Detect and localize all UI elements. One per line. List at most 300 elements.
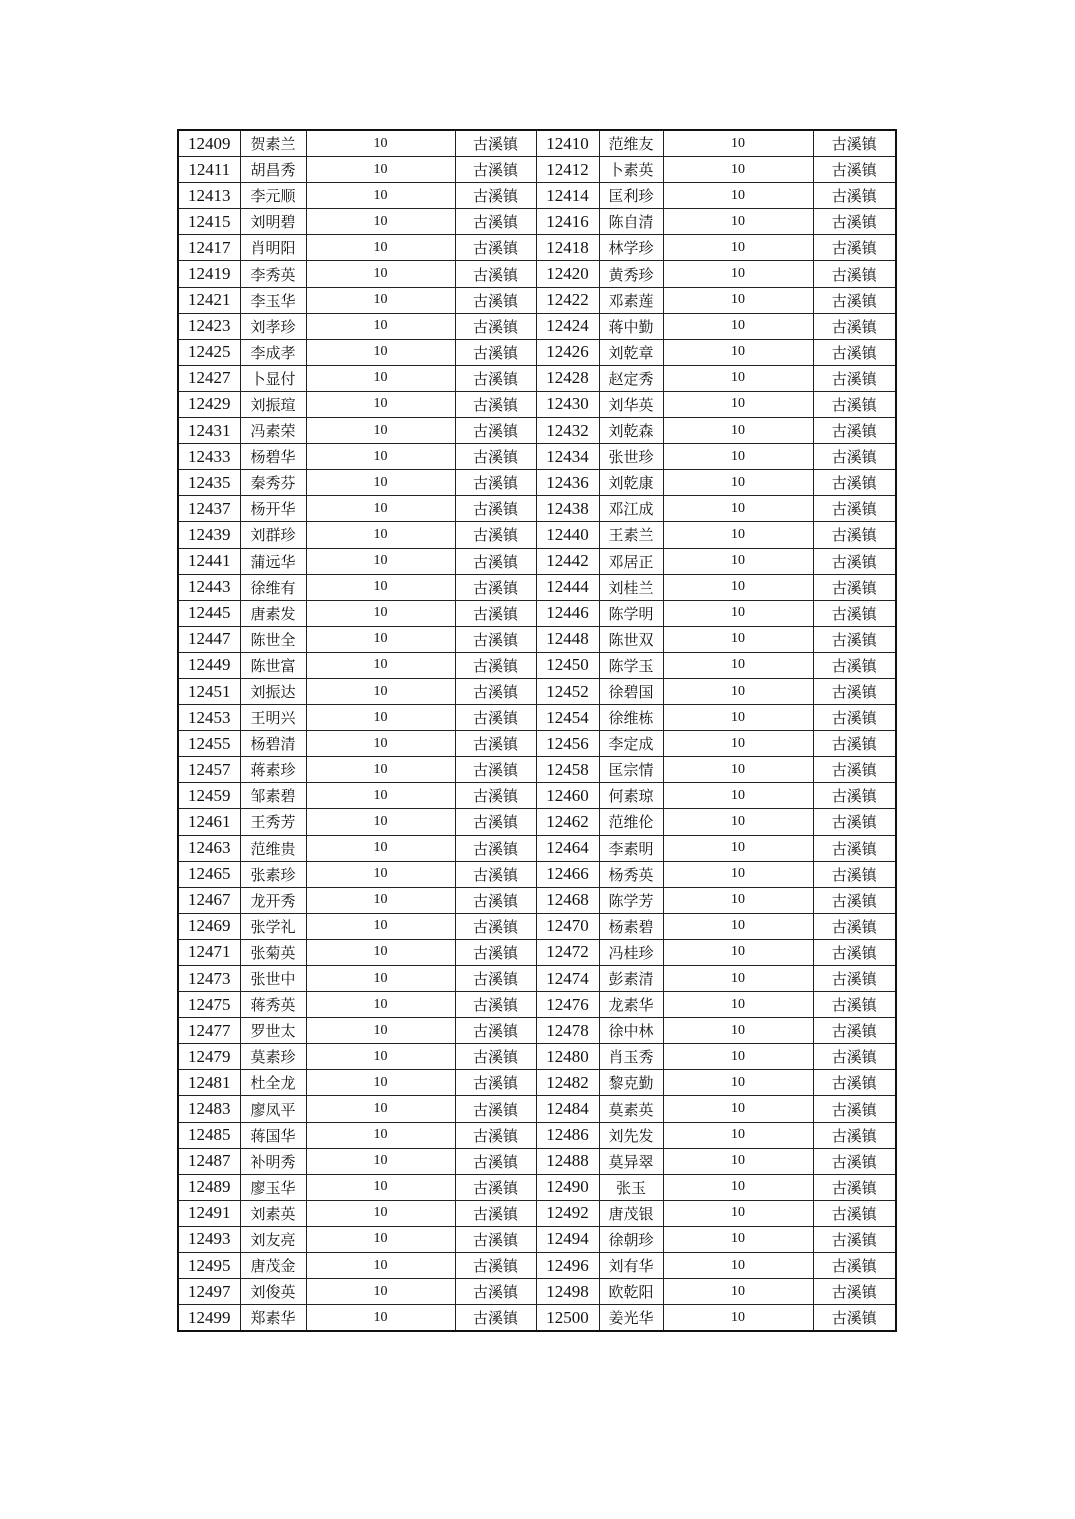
record-number-cell: 12482 bbox=[536, 1070, 599, 1096]
town-name-cell: 古溪镇 bbox=[455, 496, 536, 522]
person-name-cell: 张世珍 bbox=[599, 444, 663, 470]
town-name-cell: 古溪镇 bbox=[455, 1279, 536, 1305]
table-row bbox=[178, 966, 896, 992]
record-number-cell: 12498 bbox=[536, 1279, 599, 1305]
town-name-cell: 古溪镇 bbox=[455, 861, 536, 887]
amount-cell: 10 bbox=[306, 235, 455, 261]
table-row bbox=[178, 1226, 896, 1252]
record-number-cell: 12477 bbox=[178, 1018, 240, 1044]
person-name-cell: 张玉 bbox=[599, 1174, 663, 1200]
amount-cell: 10 bbox=[306, 1148, 455, 1174]
amount-cell: 10 bbox=[663, 600, 813, 626]
amount-cell: 10 bbox=[306, 1253, 455, 1279]
amount-cell: 10 bbox=[663, 391, 813, 417]
person-name-cell: 刘群珍 bbox=[240, 522, 306, 548]
table-row bbox=[178, 157, 896, 183]
amount-cell: 10 bbox=[663, 1200, 813, 1226]
person-name-cell: 范维贵 bbox=[240, 835, 306, 861]
town-name-cell: 古溪镇 bbox=[455, 887, 536, 913]
town-name-cell: 古溪镇 bbox=[455, 1305, 536, 1332]
town-name-cell: 古溪镇 bbox=[455, 757, 536, 783]
table-row bbox=[178, 678, 896, 704]
amount-cell: 10 bbox=[663, 966, 813, 992]
person-name-cell: 陈自清 bbox=[599, 209, 663, 235]
record-number-cell: 12430 bbox=[536, 391, 599, 417]
person-name-cell: 匡利珍 bbox=[599, 183, 663, 209]
town-name-cell: 古溪镇 bbox=[813, 444, 896, 470]
person-name-cell: 刘明碧 bbox=[240, 209, 306, 235]
record-number-cell: 12471 bbox=[178, 939, 240, 965]
record-number-cell: 12495 bbox=[178, 1253, 240, 1279]
record-number-cell: 12421 bbox=[178, 287, 240, 313]
amount-cell: 10 bbox=[663, 522, 813, 548]
town-name-cell: 古溪镇 bbox=[455, 939, 536, 965]
record-number-cell: 12445 bbox=[178, 600, 240, 626]
amount-cell: 10 bbox=[306, 496, 455, 522]
person-name-cell: 杨开华 bbox=[240, 496, 306, 522]
amount-cell: 10 bbox=[306, 391, 455, 417]
table-row bbox=[178, 209, 896, 235]
roster-body bbox=[178, 130, 896, 1331]
record-number-cell: 12441 bbox=[178, 548, 240, 574]
person-name-cell: 蒋中勤 bbox=[599, 313, 663, 339]
amount-cell: 10 bbox=[306, 783, 455, 809]
table-row bbox=[178, 1253, 896, 1279]
record-number-cell: 12417 bbox=[178, 235, 240, 261]
town-name-cell: 古溪镇 bbox=[813, 470, 896, 496]
town-name-cell: 古溪镇 bbox=[813, 1253, 896, 1279]
record-number-cell: 12411 bbox=[178, 157, 240, 183]
amount-cell: 10 bbox=[663, 913, 813, 939]
amount-cell: 10 bbox=[306, 522, 455, 548]
record-number-cell: 12491 bbox=[178, 1200, 240, 1226]
table-row bbox=[178, 1200, 896, 1226]
amount-cell: 10 bbox=[306, 992, 455, 1018]
record-number-cell: 12413 bbox=[178, 183, 240, 209]
town-name-cell: 古溪镇 bbox=[455, 287, 536, 313]
record-number-cell: 12426 bbox=[536, 339, 599, 365]
person-name-cell: 罗世太 bbox=[240, 1018, 306, 1044]
record-number-cell: 12469 bbox=[178, 913, 240, 939]
record-number-cell: 12470 bbox=[536, 913, 599, 939]
record-number-cell: 12431 bbox=[178, 418, 240, 444]
person-name-cell: 补明秀 bbox=[240, 1148, 306, 1174]
table-row bbox=[178, 600, 896, 626]
town-name-cell: 古溪镇 bbox=[813, 705, 896, 731]
town-name-cell: 古溪镇 bbox=[455, 522, 536, 548]
town-name-cell: 古溪镇 bbox=[813, 783, 896, 809]
table-row bbox=[178, 887, 896, 913]
person-name-cell: 卜显付 bbox=[240, 365, 306, 391]
person-name-cell: 刘素英 bbox=[240, 1200, 306, 1226]
town-name-cell: 古溪镇 bbox=[455, 600, 536, 626]
table-row bbox=[178, 287, 896, 313]
person-name-cell: 冯素荣 bbox=[240, 418, 306, 444]
record-number-cell: 12493 bbox=[178, 1226, 240, 1252]
table-row bbox=[178, 235, 896, 261]
amount-cell: 10 bbox=[663, 1279, 813, 1305]
record-number-cell: 12476 bbox=[536, 992, 599, 1018]
person-name-cell: 陈世双 bbox=[599, 626, 663, 652]
person-name-cell: 肖明阳 bbox=[240, 235, 306, 261]
person-name-cell: 刘孝珍 bbox=[240, 313, 306, 339]
town-name-cell: 古溪镇 bbox=[813, 496, 896, 522]
town-name-cell: 古溪镇 bbox=[813, 261, 896, 287]
record-number-cell: 12416 bbox=[536, 209, 599, 235]
person-name-cell: 陈世富 bbox=[240, 652, 306, 678]
person-name-cell: 杜全龙 bbox=[240, 1070, 306, 1096]
person-name-cell: 张素珍 bbox=[240, 861, 306, 887]
record-number-cell: 12422 bbox=[536, 287, 599, 313]
town-name-cell: 古溪镇 bbox=[455, 235, 536, 261]
town-name-cell: 古溪镇 bbox=[813, 835, 896, 861]
record-number-cell: 12497 bbox=[178, 1279, 240, 1305]
table-row bbox=[178, 1174, 896, 1200]
town-name-cell: 古溪镇 bbox=[455, 1070, 536, 1096]
amount-cell: 10 bbox=[306, 600, 455, 626]
town-name-cell: 古溪镇 bbox=[813, 1305, 896, 1332]
amount-cell: 10 bbox=[306, 731, 455, 757]
amount-cell: 10 bbox=[306, 1174, 455, 1200]
record-number-cell: 12424 bbox=[536, 313, 599, 339]
town-name-cell: 古溪镇 bbox=[813, 966, 896, 992]
record-number-cell: 12480 bbox=[536, 1044, 599, 1070]
amount-cell: 10 bbox=[663, 1044, 813, 1070]
person-name-cell: 范维友 bbox=[599, 130, 663, 157]
amount-cell: 10 bbox=[306, 418, 455, 444]
person-name-cell: 徐维栋 bbox=[599, 705, 663, 731]
record-number-cell: 12488 bbox=[536, 1148, 599, 1174]
person-name-cell: 贺素兰 bbox=[240, 130, 306, 157]
person-name-cell: 陈学芳 bbox=[599, 887, 663, 913]
town-name-cell: 古溪镇 bbox=[813, 809, 896, 835]
town-name-cell: 古溪镇 bbox=[813, 1148, 896, 1174]
record-number-cell: 12453 bbox=[178, 705, 240, 731]
amount-cell: 10 bbox=[663, 757, 813, 783]
town-name-cell: 古溪镇 bbox=[455, 913, 536, 939]
person-name-cell: 张菊英 bbox=[240, 939, 306, 965]
record-number-cell: 12485 bbox=[178, 1122, 240, 1148]
table-row bbox=[178, 391, 896, 417]
record-number-cell: 12410 bbox=[536, 130, 599, 157]
person-name-cell: 王秀芳 bbox=[240, 809, 306, 835]
person-name-cell: 蒋素珍 bbox=[240, 757, 306, 783]
town-name-cell: 古溪镇 bbox=[455, 1018, 536, 1044]
amount-cell: 10 bbox=[663, 809, 813, 835]
person-name-cell: 彭素清 bbox=[599, 966, 663, 992]
record-number-cell: 12444 bbox=[536, 574, 599, 600]
table-row bbox=[178, 1018, 896, 1044]
amount-cell: 10 bbox=[663, 1253, 813, 1279]
amount-cell: 10 bbox=[306, 574, 455, 600]
amount-cell: 10 bbox=[663, 992, 813, 1018]
town-name-cell: 古溪镇 bbox=[813, 130, 896, 157]
table-row bbox=[178, 783, 896, 809]
record-number-cell: 12448 bbox=[536, 626, 599, 652]
record-number-cell: 12425 bbox=[178, 339, 240, 365]
town-name-cell: 古溪镇 bbox=[813, 1122, 896, 1148]
amount-cell: 10 bbox=[663, 574, 813, 600]
town-name-cell: 古溪镇 bbox=[455, 418, 536, 444]
record-number-cell: 12461 bbox=[178, 809, 240, 835]
amount-cell: 10 bbox=[306, 444, 455, 470]
amount-cell: 10 bbox=[306, 313, 455, 339]
person-name-cell: 徐维有 bbox=[240, 574, 306, 600]
table-row bbox=[178, 861, 896, 887]
amount-cell: 10 bbox=[663, 183, 813, 209]
amount-cell: 10 bbox=[306, 1070, 455, 1096]
town-name-cell: 古溪镇 bbox=[455, 391, 536, 417]
person-name-cell: 李定成 bbox=[599, 731, 663, 757]
person-name-cell: 刘乾章 bbox=[599, 339, 663, 365]
table-row bbox=[178, 809, 896, 835]
town-name-cell: 古溪镇 bbox=[455, 678, 536, 704]
town-name-cell: 古溪镇 bbox=[455, 966, 536, 992]
person-name-cell: 刘有华 bbox=[599, 1253, 663, 1279]
amount-cell: 10 bbox=[306, 365, 455, 391]
person-name-cell: 龙素华 bbox=[599, 992, 663, 1018]
record-number-cell: 12474 bbox=[536, 966, 599, 992]
record-number-cell: 12452 bbox=[536, 678, 599, 704]
town-name-cell: 古溪镇 bbox=[813, 652, 896, 678]
person-name-cell: 廖凤平 bbox=[240, 1096, 306, 1122]
person-name-cell: 刘桂兰 bbox=[599, 574, 663, 600]
person-name-cell: 秦秀芬 bbox=[240, 470, 306, 496]
person-name-cell: 黎克勤 bbox=[599, 1070, 663, 1096]
person-name-cell: 莫素英 bbox=[599, 1096, 663, 1122]
amount-cell: 10 bbox=[663, 1226, 813, 1252]
town-name-cell: 古溪镇 bbox=[455, 992, 536, 1018]
record-number-cell: 12464 bbox=[536, 835, 599, 861]
town-name-cell: 古溪镇 bbox=[813, 678, 896, 704]
amount-cell: 10 bbox=[663, 652, 813, 678]
amount-cell: 10 bbox=[663, 130, 813, 157]
town-name-cell: 古溪镇 bbox=[813, 939, 896, 965]
amount-cell: 10 bbox=[306, 261, 455, 287]
table-row bbox=[178, 1044, 896, 1070]
table-row bbox=[178, 731, 896, 757]
record-number-cell: 12414 bbox=[536, 183, 599, 209]
town-name-cell: 古溪镇 bbox=[813, 731, 896, 757]
amount-cell: 10 bbox=[663, 1305, 813, 1332]
table-row bbox=[178, 313, 896, 339]
town-name-cell: 古溪镇 bbox=[813, 1096, 896, 1122]
table-row bbox=[178, 652, 896, 678]
amount-cell: 10 bbox=[663, 887, 813, 913]
town-name-cell: 古溪镇 bbox=[813, 861, 896, 887]
record-number-cell: 12420 bbox=[536, 261, 599, 287]
person-name-cell: 林学珍 bbox=[599, 235, 663, 261]
person-name-cell: 匡宗情 bbox=[599, 757, 663, 783]
record-number-cell: 12429 bbox=[178, 391, 240, 417]
amount-cell: 10 bbox=[306, 209, 455, 235]
amount-cell: 10 bbox=[663, 313, 813, 339]
table-row bbox=[178, 992, 896, 1018]
amount-cell: 10 bbox=[306, 130, 455, 157]
amount-cell: 10 bbox=[663, 861, 813, 887]
record-number-cell: 12468 bbox=[536, 887, 599, 913]
record-number-cell: 12439 bbox=[178, 522, 240, 548]
amount-cell: 10 bbox=[306, 548, 455, 574]
town-name-cell: 古溪镇 bbox=[455, 783, 536, 809]
person-name-cell: 刘乾康 bbox=[599, 470, 663, 496]
record-number-cell: 12437 bbox=[178, 496, 240, 522]
town-name-cell: 古溪镇 bbox=[455, 1174, 536, 1200]
person-name-cell: 蒲远华 bbox=[240, 548, 306, 574]
town-name-cell: 古溪镇 bbox=[455, 626, 536, 652]
person-name-cell: 李成孝 bbox=[240, 339, 306, 365]
person-name-cell: 刘振达 bbox=[240, 678, 306, 704]
town-name-cell: 古溪镇 bbox=[813, 600, 896, 626]
amount-cell: 10 bbox=[663, 1018, 813, 1044]
town-name-cell: 古溪镇 bbox=[813, 313, 896, 339]
person-name-cell: 王素兰 bbox=[599, 522, 663, 548]
amount-cell: 10 bbox=[663, 1174, 813, 1200]
record-number-cell: 12409 bbox=[178, 130, 240, 157]
amount-cell: 10 bbox=[663, 783, 813, 809]
record-number-cell: 12434 bbox=[536, 444, 599, 470]
town-name-cell: 古溪镇 bbox=[455, 1226, 536, 1252]
town-name-cell: 古溪镇 bbox=[813, 157, 896, 183]
amount-cell: 10 bbox=[663, 157, 813, 183]
town-name-cell: 古溪镇 bbox=[455, 1253, 536, 1279]
person-name-cell: 刘友亮 bbox=[240, 1226, 306, 1252]
amount-cell: 10 bbox=[306, 939, 455, 965]
person-name-cell: 卜素英 bbox=[599, 157, 663, 183]
record-number-cell: 12436 bbox=[536, 470, 599, 496]
record-number-cell: 12438 bbox=[536, 496, 599, 522]
town-name-cell: 古溪镇 bbox=[813, 209, 896, 235]
amount-cell: 10 bbox=[306, 861, 455, 887]
person-name-cell: 杨秀英 bbox=[599, 861, 663, 887]
amount-cell: 10 bbox=[663, 496, 813, 522]
town-name-cell: 古溪镇 bbox=[455, 261, 536, 287]
person-name-cell: 欧乾阳 bbox=[599, 1279, 663, 1305]
person-name-cell: 刘俊英 bbox=[240, 1279, 306, 1305]
record-number-cell: 12500 bbox=[536, 1305, 599, 1332]
record-number-cell: 12419 bbox=[178, 261, 240, 287]
amount-cell: 10 bbox=[306, 1096, 455, 1122]
town-name-cell: 古溪镇 bbox=[813, 1279, 896, 1305]
amount-cell: 10 bbox=[306, 1044, 455, 1070]
record-number-cell: 12467 bbox=[178, 887, 240, 913]
record-number-cell: 12463 bbox=[178, 835, 240, 861]
town-name-cell: 古溪镇 bbox=[813, 391, 896, 417]
amount-cell: 10 bbox=[663, 731, 813, 757]
person-name-cell: 王明兴 bbox=[240, 705, 306, 731]
person-name-cell: 杨碧清 bbox=[240, 731, 306, 757]
table-row bbox=[178, 183, 896, 209]
record-number-cell: 12456 bbox=[536, 731, 599, 757]
person-name-cell: 蒋国华 bbox=[240, 1122, 306, 1148]
town-name-cell: 古溪镇 bbox=[455, 731, 536, 757]
amount-cell: 10 bbox=[306, 339, 455, 365]
amount-cell: 10 bbox=[663, 470, 813, 496]
roster-table bbox=[177, 129, 897, 1332]
person-name-cell: 范维伦 bbox=[599, 809, 663, 835]
record-number-cell: 12440 bbox=[536, 522, 599, 548]
amount-cell: 10 bbox=[663, 235, 813, 261]
town-name-cell: 古溪镇 bbox=[813, 1226, 896, 1252]
person-name-cell: 刘振瑄 bbox=[240, 391, 306, 417]
amount-cell: 10 bbox=[306, 1200, 455, 1226]
table-row bbox=[178, 365, 896, 391]
amount-cell: 10 bbox=[306, 470, 455, 496]
town-name-cell: 古溪镇 bbox=[813, 574, 896, 600]
amount-cell: 10 bbox=[663, 548, 813, 574]
amount-cell: 10 bbox=[306, 835, 455, 861]
record-number-cell: 12481 bbox=[178, 1070, 240, 1096]
record-number-cell: 12450 bbox=[536, 652, 599, 678]
town-name-cell: 古溪镇 bbox=[813, 548, 896, 574]
table-row bbox=[178, 548, 896, 574]
person-name-cell: 徐朝珍 bbox=[599, 1226, 663, 1252]
town-name-cell: 古溪镇 bbox=[455, 1096, 536, 1122]
amount-cell: 10 bbox=[663, 365, 813, 391]
town-name-cell: 古溪镇 bbox=[455, 470, 536, 496]
person-name-cell: 唐素发 bbox=[240, 600, 306, 626]
record-number-cell: 12466 bbox=[536, 861, 599, 887]
table-row bbox=[178, 1070, 896, 1096]
town-name-cell: 古溪镇 bbox=[455, 339, 536, 365]
record-number-cell: 12427 bbox=[178, 365, 240, 391]
table-row bbox=[178, 626, 896, 652]
record-number-cell: 12446 bbox=[536, 600, 599, 626]
person-name-cell: 唐茂银 bbox=[599, 1200, 663, 1226]
town-name-cell: 古溪镇 bbox=[813, 1018, 896, 1044]
table-row bbox=[178, 939, 896, 965]
record-number-cell: 12435 bbox=[178, 470, 240, 496]
record-number-cell: 12465 bbox=[178, 861, 240, 887]
record-number-cell: 12443 bbox=[178, 574, 240, 600]
table-row bbox=[178, 444, 896, 470]
record-number-cell: 12459 bbox=[178, 783, 240, 809]
amount-cell: 10 bbox=[306, 1122, 455, 1148]
town-name-cell: 古溪镇 bbox=[455, 209, 536, 235]
record-number-cell: 12462 bbox=[536, 809, 599, 835]
amount-cell: 10 bbox=[663, 418, 813, 444]
record-number-cell: 12483 bbox=[178, 1096, 240, 1122]
town-name-cell: 古溪镇 bbox=[813, 1070, 896, 1096]
amount-cell: 10 bbox=[663, 1122, 813, 1148]
person-name-cell: 李玉华 bbox=[240, 287, 306, 313]
town-name-cell: 古溪镇 bbox=[455, 183, 536, 209]
town-name-cell: 古溪镇 bbox=[455, 444, 536, 470]
person-name-cell: 莫异翠 bbox=[599, 1148, 663, 1174]
amount-cell: 10 bbox=[306, 1305, 455, 1332]
record-number-cell: 12458 bbox=[536, 757, 599, 783]
table-row bbox=[178, 913, 896, 939]
person-name-cell: 莫素珍 bbox=[240, 1044, 306, 1070]
town-name-cell: 古溪镇 bbox=[455, 652, 536, 678]
record-number-cell: 12489 bbox=[178, 1174, 240, 1200]
person-name-cell: 徐碧国 bbox=[599, 678, 663, 704]
person-name-cell: 张学礼 bbox=[240, 913, 306, 939]
record-number-cell: 12433 bbox=[178, 444, 240, 470]
person-name-cell: 刘华英 bbox=[599, 391, 663, 417]
record-number-cell: 12451 bbox=[178, 678, 240, 704]
record-number-cell: 12475 bbox=[178, 992, 240, 1018]
town-name-cell: 古溪镇 bbox=[455, 809, 536, 835]
person-name-cell: 李秀英 bbox=[240, 261, 306, 287]
person-name-cell: 刘先发 bbox=[599, 1122, 663, 1148]
record-number-cell: 12499 bbox=[178, 1305, 240, 1332]
person-name-cell: 胡昌秀 bbox=[240, 157, 306, 183]
person-name-cell: 邓素莲 bbox=[599, 287, 663, 313]
person-name-cell: 肖玉秀 bbox=[599, 1044, 663, 1070]
amount-cell: 10 bbox=[306, 1018, 455, 1044]
person-name-cell: 刘乾森 bbox=[599, 418, 663, 444]
